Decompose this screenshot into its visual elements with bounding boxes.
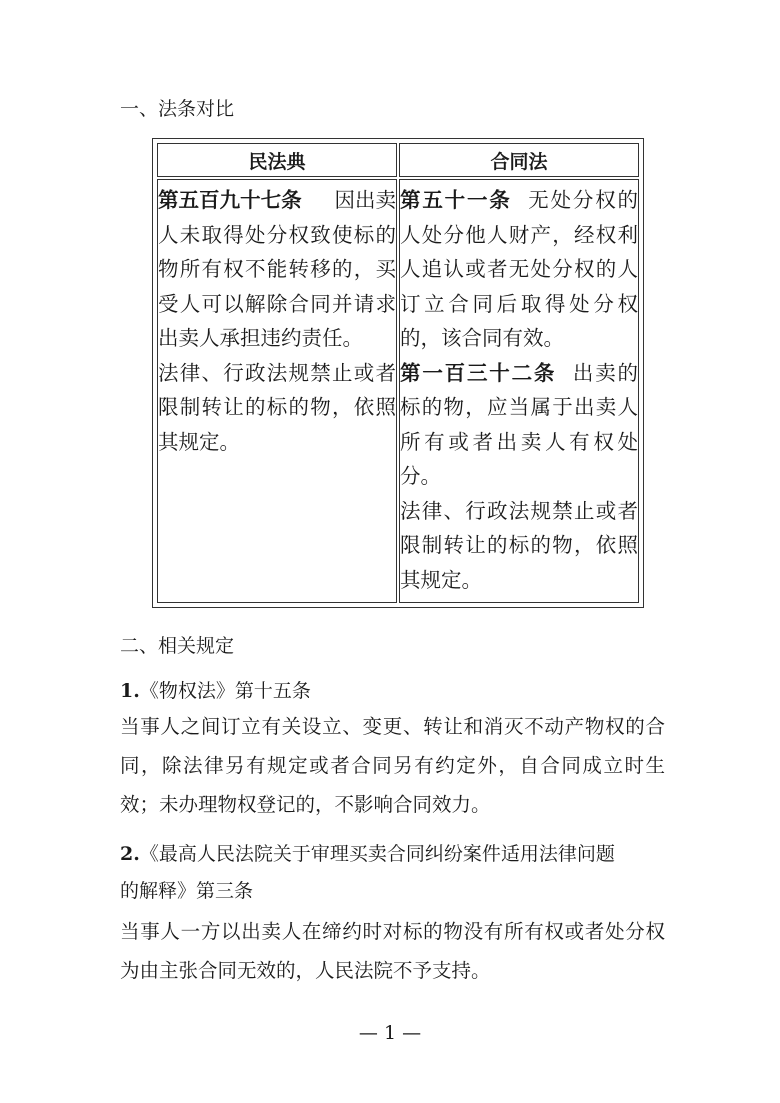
article-number: 第五百九十七条 — [158, 188, 302, 212]
section-heading-related: 二、相关规定 — [120, 635, 235, 657]
item-title-1 — [120, 679, 311, 703]
header-civil-code: 民法典 — [157, 143, 397, 177]
header-contract-law: 合同法 — [399, 143, 639, 177]
article-text: 因出卖人未取得处分权致使标的物所有权不能转移的，买受人可以解除合同并请求出卖人承担违约责任。 — [158, 188, 396, 350]
table-header-row — [157, 143, 639, 177]
contract-law-cell — [399, 179, 639, 603]
comparison-table — [152, 138, 644, 608]
article-number: 第一百三十二条 — [400, 360, 557, 385]
item-text-2: 当事人一方以出卖人在缔约时对标的物没有所有权或者处分权为由主张合同无效的，人民法院不予支持。 — [120, 920, 665, 982]
civil-code-article-597 — [158, 183, 396, 356]
item-number: 1. — [120, 680, 140, 702]
item-title-text-line1: 《最高人民法院关于审理买卖合同纠纷案件适用法律问题 — [139, 843, 615, 865]
item-title-text: 《物权法》第十五条 — [139, 680, 311, 702]
civil-code-cell — [157, 179, 397, 603]
item-title-2 — [120, 842, 615, 866]
contract-law-article-132-para2: 法律、行政法规禁止或者限制转让的标的物，依照其规定。 — [400, 498, 638, 592]
contract-law-article-51 — [400, 183, 638, 356]
item-number: 2. — [120, 843, 140, 865]
item-title-2-line2: 的解释》第三条 — [120, 880, 254, 902]
article-text: 无处分权的人处分他人财产，经权利人追认或者无处分权的人订立合同后取得处分权的，该合同有效。 — [400, 188, 639, 350]
table-row — [157, 179, 639, 603]
civil-code-article-597-para2: 法律、行政法规禁止或者限制转让的标的物，依照其规定。 — [158, 360, 396, 454]
section-heading-comparison: 一、法条对比 — [120, 98, 235, 120]
contract-law-article-132 — [400, 356, 638, 494]
item-text-1: 当事人之间订立有关设立、变更、转让和消灭不动产物权的合同，除法律另有规定或者合同另有约定外，自合同成立时生效；未办理物权登记的，不影响合同效力。 — [120, 715, 665, 816]
comparison-table-grid — [155, 141, 641, 605]
page-number: — 1 — — [358, 1022, 422, 1044]
article-number: 第五十一条 — [400, 188, 512, 212]
article-text: 出卖的标的物，应当属于出卖人所有或者出卖人有权处分。 — [400, 360, 639, 488]
